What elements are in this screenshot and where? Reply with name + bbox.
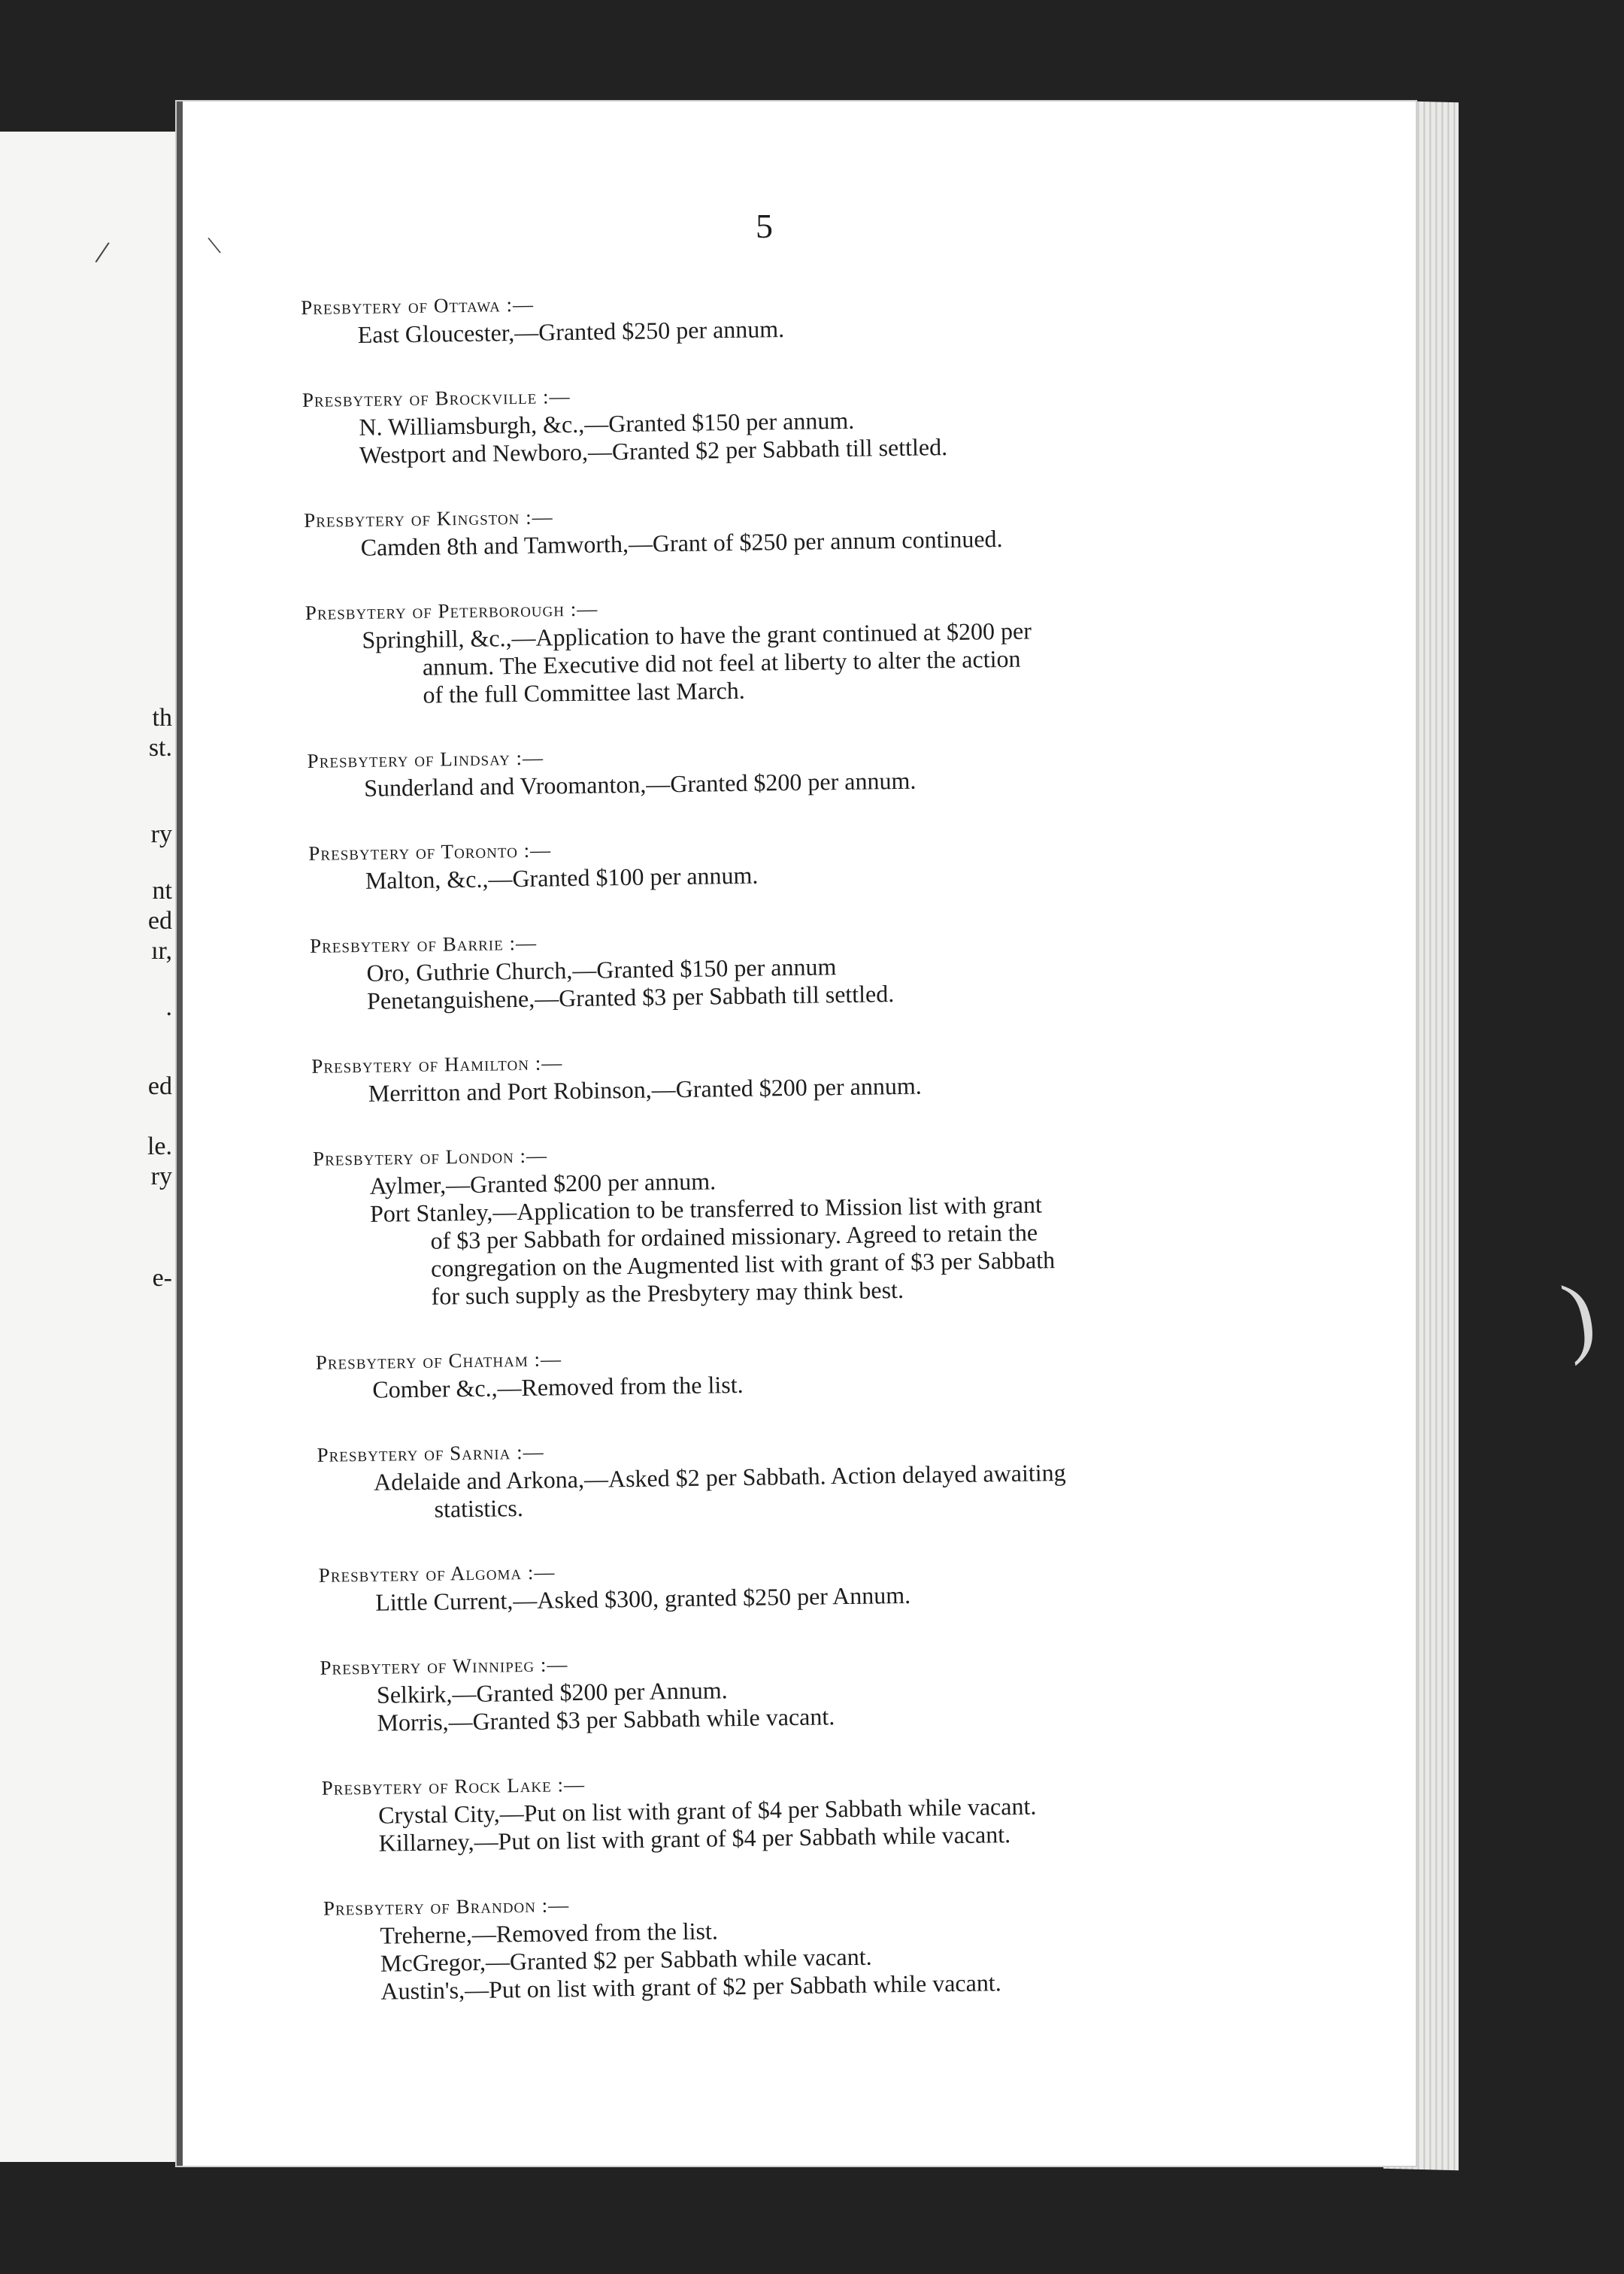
grant-line: Adelaide and Arkona,—Asked $2 per Sabbath. Action delayed awaiting: [373, 1458, 1066, 1496]
heading-suffix: :—: [510, 746, 544, 770]
grant-line-continuation: congregation on the Augmented list with grant of $3 per Sabbath: [430, 1246, 1056, 1282]
presbytery-entry: [313, 1130, 1315, 1312]
heading-prefix: Presbytery of: [301, 294, 435, 319]
left-fragment: ed: [147, 907, 172, 935]
grant-line: Morris,—Granted $3 per Sabbath while vacant.: [377, 1702, 835, 1736]
presbytery-entry: [302, 371, 1303, 470]
presbytery-name: Toronto: [441, 839, 519, 863]
left-fragment: e-: [152, 1264, 172, 1292]
heading-suffix: :—: [517, 838, 552, 863]
presbytery-name: Barrie: [442, 932, 504, 956]
page-number: 5: [756, 207, 773, 245]
grant-line: Treherne,—Removed from the list.: [380, 1917, 719, 1949]
left-fragment: ry: [150, 1163, 172, 1190]
heading-prefix: Presbytery of: [301, 387, 435, 411]
grant-line-continuation: statistics.: [434, 1494, 524, 1523]
heading-prefix: Presbytery of: [315, 1349, 449, 1374]
page-content: [301, 279, 1325, 2042]
heading-suffix: :—: [534, 1653, 568, 1676]
presbytery-name: Chatham: [448, 1348, 529, 1372]
heading-suffix: :—: [503, 931, 538, 955]
heading-prefix: Presbytery of: [321, 1775, 455, 1799]
presbytery-entry: [304, 492, 1304, 562]
heading-suffix: :—: [537, 385, 571, 408]
grant-line: Selkirk,—Granted $200 per Annum.: [376, 1676, 728, 1709]
presbytery-name: Brockville: [435, 385, 538, 410]
presbytery-entry: [311, 1038, 1312, 1108]
grant-line: Westport and Newboro,—Granted $2 per Sabbath till settled.: [359, 433, 948, 468]
grant-line: Oro, Guthrie Church,—Granted $150 per annum: [366, 953, 837, 987]
left-fragment: le.: [147, 1132, 172, 1160]
grant-line: Comber &c.,—Removed from the list.: [372, 1370, 744, 1403]
presbytery-entry: [323, 1880, 1325, 2006]
heading-suffix: :—: [500, 293, 535, 317]
grant-line-continuation: annum. The Executive did not feel at liberty to alter the action: [422, 644, 1021, 681]
presbytery-name: Kingston: [436, 505, 520, 530]
grant-line: Merritton and Port Robinson,—Granted $200 per annum.: [368, 1072, 922, 1107]
heading-suffix: :—: [535, 1893, 570, 1917]
presbytery-entry: [317, 1427, 1317, 1525]
presbytery-name: Rock Lake: [454, 1773, 552, 1798]
presbytery-name: Lindsay: [440, 747, 511, 771]
left-fragment: ır,: [151, 937, 172, 965]
grant-line: Springhill, &c.,—Application to have the grant continued at $200 per: [362, 617, 1032, 653]
grant-line-continuation: of $3 per Sabbath for ordained missionary. Agreed to retain the: [430, 1218, 1038, 1254]
left-fragment: st.: [148, 734, 172, 762]
grant-line-continuation: for such supply as the Presbytery may think best.: [431, 1275, 904, 1310]
presbytery-name: Brandon: [456, 1893, 537, 1918]
grant-line: Camden 8th and Tamworth,—Grant of $250 per annum continued.: [360, 524, 1003, 561]
heading-prefix: Presbytery of: [309, 932, 443, 957]
heading-suffix: :—: [528, 1348, 562, 1371]
presbytery-name: Ottawa: [433, 293, 501, 317]
presbytery-name: Algoma: [450, 1561, 523, 1585]
presbytery-name: Hamilton: [444, 1051, 530, 1076]
presbytery-entry: [308, 825, 1309, 896]
grant-line: East Gloucester,—Granted $250 per annum.: [357, 315, 785, 348]
grant-line: N. Williamsburgh, &c.,—Granted $150 per annum.: [359, 406, 855, 441]
heading-prefix: Presbytery of: [317, 1442, 450, 1466]
heading-suffix: :—: [521, 1560, 556, 1584]
grant-line: Crystal City,—Put on list with grant of $4 per Sabbath while vacant.: [378, 1792, 1037, 1829]
grant-line: Malton, &c.,—Granted $100 per annum.: [365, 861, 759, 894]
heading-prefix: Presbytery of: [312, 1145, 446, 1170]
grant-line: Austin's,—Put on list with grant of $2 per Sabbath while vacant.: [380, 1969, 1001, 2005]
left-fragment: ry: [150, 820, 172, 848]
heading-prefix: Presbytery of: [320, 1654, 453, 1679]
heading-suffix: :—: [514, 1144, 548, 1168]
grant-line-continuation: of the full Committee last March.: [423, 676, 746, 708]
presbytery-entry: [310, 917, 1310, 1016]
heading-suffix: :—: [529, 1051, 563, 1075]
ink-smudge: /: [92, 233, 112, 271]
heading-suffix: :—: [511, 1440, 544, 1464]
heading-prefix: Presbytery of: [307, 747, 441, 772]
heading-suffix: :—: [520, 505, 553, 529]
grant-line: Aylmer,—Granted $200 per annum.: [369, 1167, 717, 1199]
heading-prefix: Presbytery of: [308, 840, 441, 865]
heading-prefix: Presbytery of: [304, 599, 438, 624]
presbytery-entry: [305, 584, 1307, 711]
heading-suffix: :—: [551, 1772, 586, 1796]
left-fragment: ed: [147, 1072, 172, 1100]
presbytery-name: Winnipeg: [452, 1653, 535, 1678]
left-page-edge: [0, 132, 181, 2162]
page-fibre: ): [1555, 1263, 1603, 1367]
heading-prefix: Presbytery of: [318, 1562, 451, 1587]
grant-line: Little Current,—Asked $300, granted $250 per Annum.: [375, 1581, 911, 1616]
presbytery-entry: [321, 1760, 1322, 1858]
left-fragment: th: [152, 704, 172, 732]
presbytery-name: Sarnia: [449, 1441, 511, 1465]
grant-line: Port Stanley,—Application to be transferred to Mission list with grant: [369, 1190, 1043, 1227]
heading-prefix: Presbytery of: [323, 1895, 456, 1920]
left-fragment: .: [165, 993, 172, 1021]
presbytery-entry: [320, 1639, 1320, 1738]
heading-prefix: Presbytery of: [311, 1053, 445, 1078]
presbytery-name: London: [445, 1145, 514, 1169]
ink-smudge: \: [205, 229, 223, 261]
presbytery-entry: [307, 732, 1307, 803]
presbytery-entry: [316, 1334, 1316, 1405]
presbytery-name: Peterborough: [438, 598, 565, 623]
heading-prefix: Presbytery of: [304, 507, 438, 532]
grant-line: Sunderland and Vroomanton,—Granted $200 per annum.: [363, 766, 917, 802]
grant-line: Penetanguishene,—Granted $3 per Sabbath till settled.: [366, 980, 895, 1014]
grant-line: McGregor,—Granted $2 per Sabbath while vacant.: [380, 1942, 872, 1977]
presbytery-entry: [319, 1547, 1320, 1618]
grant-line: Killarney,—Put on list with grant of $4 per Sabbath while vacant.: [378, 1821, 1011, 1857]
left-fragment: nt: [152, 877, 172, 905]
heading-suffix: :—: [564, 597, 598, 621]
